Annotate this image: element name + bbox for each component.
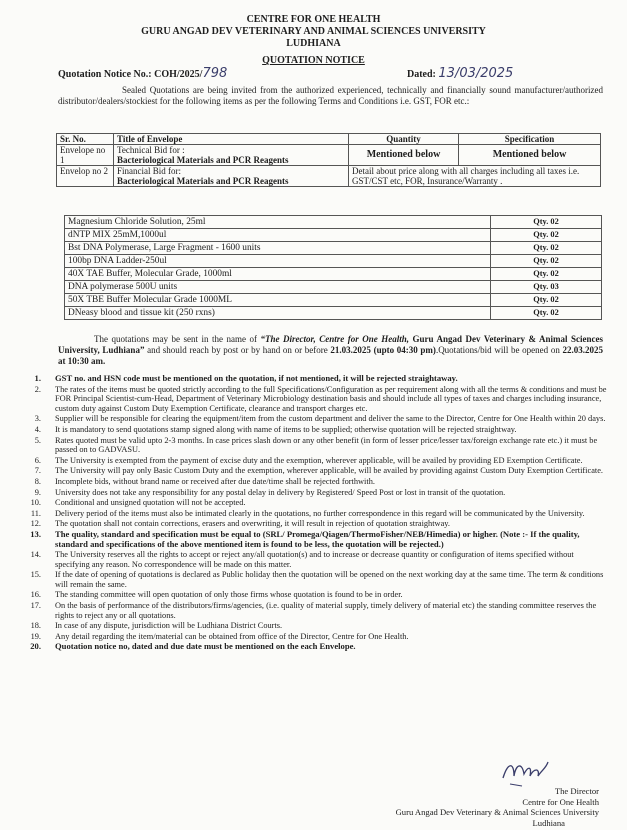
term-item (27, 570, 607, 589)
submission-deadline: 21.03.2025 (upto 04:30 pm) (330, 345, 436, 355)
term-item (27, 488, 607, 498)
submission-addressee: “The Director, Centre for One Health, (260, 334, 413, 344)
term-item (27, 590, 607, 600)
items-table (64, 215, 602, 320)
term-number: 5. (34, 435, 41, 445)
submission-text-2: and should reach by post or by hand on or before (144, 345, 331, 355)
term-number: 2. (34, 384, 41, 394)
notice-date-label: Dated: (407, 69, 436, 80)
term-number: 16. (30, 590, 41, 600)
term-text: Supplier will be responsible for clearing the equipment/item from the custom department and deliver the same to the Director, Centre for One Health within 20 days. (55, 414, 606, 424)
term-number: 15. (30, 570, 41, 580)
term-item (27, 477, 607, 487)
envelope-1-quantity: Mentioned below (349, 145, 459, 166)
envelope-row-1 (57, 145, 601, 166)
term-item (27, 530, 607, 549)
item-qty: Qty. 03 (491, 281, 602, 294)
term-item (27, 414, 607, 424)
item-qty: Qty. 02 (491, 268, 602, 281)
item-name: Bst DNA Polymerase, Large Fragment - 1600 units (65, 242, 491, 255)
term-text: Conditional and unsigned quotation will not be accepted. (55, 498, 246, 508)
item-row (65, 216, 602, 229)
item-name: Magnesium Chloride Solution, 25ml (65, 216, 491, 229)
term-number: 12. (30, 519, 41, 529)
signature-scribble-icon (500, 758, 552, 788)
term-text: Any detail regarding the item/material can be obtained from office of the Director, Centre for One Health. (55, 631, 409, 641)
envelope-1-title-line1: Technical Bid for : (117, 145, 185, 155)
item-qty: Qty. 02 (491, 229, 602, 242)
envelope-row-2 (57, 166, 601, 187)
term-text: Incomplete bids, without brand name or received after due date/time shall be rejected forthwith. (55, 476, 375, 486)
term-text: If the date of opening of quotations is declared as Public holiday then the quotation will be opened on the next working day at the same time. The term & conditions will remain the same. (55, 570, 604, 589)
term-item (27, 509, 607, 519)
page-title: QUOTATION NOTICE (262, 55, 365, 66)
item-row (65, 294, 602, 307)
item-row (65, 242, 602, 255)
item-qty: Qty. 02 (491, 242, 602, 255)
col-specification: Specification (459, 134, 601, 145)
terms-list (27, 374, 607, 653)
term-number: 20. (30, 641, 41, 652)
term-item (27, 498, 607, 508)
term-text: University does not take any responsibility for any postal delay in delivery by Registered/ Speed Post or lost in transit of the quotation. (55, 487, 506, 497)
term-number: 8. (34, 476, 41, 486)
term-number: 18. (30, 621, 41, 631)
col-title: Title of Envelope (114, 134, 349, 145)
signature-university: Guru Angad Dev Veterinary & Animal Sciences University (395, 807, 599, 817)
header-city: LUDHIANA (286, 38, 341, 49)
notice-number-label: Quotation Notice No.: COH/2025/ (58, 69, 203, 80)
term-number: 9. (34, 487, 41, 497)
envelope-table-header (57, 134, 601, 145)
term-number: 10. (30, 498, 41, 508)
item-row (65, 281, 602, 294)
notice-number-row (58, 66, 227, 81)
item-row (65, 268, 602, 281)
term-item (27, 425, 607, 435)
term-number: 14. (30, 550, 41, 560)
term-text: The University will pay only Basic Custom Duty and the exemption, wherever applicable, will be availed by providing against Custom Duty Exemption Certificate. (55, 466, 604, 476)
term-item (27, 456, 607, 466)
term-item (27, 436, 607, 455)
term-number: 7. (34, 466, 41, 476)
envelope-2-detail: Detail about price along with all charges including all taxes i.e. GST/CST etc, FOR, Insurance/Warranty . (349, 166, 601, 187)
term-item (27, 632, 607, 642)
envelope-2-title-line1: Financial Bid for: (117, 166, 181, 176)
term-text: On the basis of performance of the distributors/firms/agencies, (i.e. quality of material supply, timely delivery of material etc) the standing committee reserves the rights to reject any or all quotations. (55, 601, 597, 620)
header-university: GURU ANGAD DEV VETERINARY AND ANIMAL SCIENCES UNIVERSITY (141, 26, 486, 37)
item-name: 100bp DNA Ladder-250ul (65, 255, 491, 268)
envelope-2-title-line2: Bacteriological Materials and PCR Reagents (117, 176, 289, 186)
term-number: 6. (34, 455, 41, 465)
term-text: The rates of the items must be quoted strictly according to the full Specifications/Configuration as per requirement along with all the terms & conditions and must be FOR Principal Scientist-cum-Head, Department of Veterinary Microbiology destination basis and should include all types of taxes and charges including insurance, custom duty against Custom Duty Exemption Certificate, clearance and transport charges etc. (55, 384, 607, 413)
envelope-2-sr: Envelop no 2 (57, 166, 114, 187)
submission-text-1: The quotations may be sent in the name of (94, 334, 261, 344)
submission-opening-date: 22.03.2025 at 10:30 am. (58, 345, 604, 366)
submission-text-3: .Quotations/bid will be opened on (435, 345, 563, 355)
term-text: The University is exempted from the payment of excise duty and the exemption, wherever applicable, will be availed by providing ED Exemption Certificate. (55, 455, 583, 465)
term-number: 11. (30, 508, 41, 518)
term-text: GST no. and HSN code must be mentioned on the quotation, if not mentioned, it will be rejected straightaway. (55, 373, 458, 383)
signature-block (396, 786, 599, 828)
term-item (27, 385, 607, 414)
item-row (65, 307, 602, 320)
envelope-1-sr: Envelope no 1 (57, 145, 114, 166)
envelope-1-specification: Mentioned below (459, 145, 601, 166)
term-text: The University reserves all the rights to accept or reject any/all quotation(s) and to increase or decrease quantity or configuration of items specified without specifying any reason. No correspondence will be made on this matter. (55, 550, 574, 569)
term-item (27, 550, 607, 569)
term-number: 3. (34, 414, 41, 424)
term-item (27, 621, 607, 631)
col-quantity: Quantity (349, 134, 459, 145)
item-row (65, 229, 602, 242)
term-item (27, 374, 607, 384)
item-qty: Qty. 02 (491, 216, 602, 229)
item-row (65, 255, 602, 268)
notice-number-handwritten: 798 (202, 66, 228, 81)
term-text: The standing committee will open quotation of only those firms whose quotation is found to be in order. (55, 590, 403, 600)
term-text: The quality, standard and specification must be equal to (SRL/ Promega/Qiagen/ThermoFisher/NEB/Himedia) or higher. (Note :- If the quality, standard and specifications of the above mentioned item is found to be less, the quotation will be rejected.) (55, 528, 580, 549)
envelope-2-title (114, 166, 349, 187)
term-number: 1. (34, 373, 41, 383)
term-text: Delivery period of the items must also be intimated clearly in the quotations, no further correspondence in this regard will be communicated by the University. (55, 508, 585, 518)
envelope-table (56, 133, 601, 187)
envelope-1-title (114, 145, 349, 166)
term-item (27, 642, 607, 652)
item-qty: Qty. 02 (491, 307, 602, 320)
term-text: Rates quoted must be valid upto 2-3 months. In case prices slash down or any other benefit (in form of lesser price/lesser tax/foreign exchange rate etc.) it must be passed on to GADVASU. (55, 435, 598, 455)
item-name: DNeasy blood and tissue kit (250 rxns) (65, 307, 491, 320)
col-sr-no: Sr. No. (57, 134, 114, 145)
item-qty: Qty. 02 (491, 255, 602, 268)
item-name: 40X TAE Buffer, Molecular Grade, 1000ml (65, 268, 491, 281)
header-centre: CENTRE FOR ONE HEALTH (246, 14, 381, 25)
term-text: In case of any dispute, jurisdiction will be Ludhiana District Courts. (55, 621, 283, 631)
submission-paragraph (58, 334, 603, 367)
term-item (27, 466, 607, 476)
signature-title: The Director (554, 786, 599, 796)
term-number: 17. (30, 601, 41, 611)
term-number: 4. (34, 424, 41, 434)
notice-date-row (407, 66, 513, 81)
notice-date-handwritten: 13/03/2025 (438, 66, 514, 81)
term-item (27, 601, 607, 620)
term-number: 13. (30, 528, 41, 539)
item-name: dNTP MIX 25mM,1000ul (65, 229, 491, 242)
envelope-1-title-line2: Bacteriological Materials and PCR Reagents (117, 155, 289, 165)
item-qty: Qty. 02 (491, 294, 602, 307)
term-item (27, 519, 607, 529)
submission-university: Guru Angad Dev Veterinary & Animal Sciences University, Ludhiana” (58, 334, 603, 355)
item-name: 50X TBE Buffer Molecular Grade 1000ML (65, 294, 491, 307)
term-text: The quotation shall not contain corrections, erasers and overwriting, it will result in rejection of quotation straightway. (55, 519, 450, 529)
signature-centre: Centre for One Health (522, 796, 599, 807)
term-text: It is mandatory to send quotations stamp signed along with name of items to be supplied; otherwise quotation will be rejected straightway. (55, 424, 517, 434)
term-number: 19. (30, 631, 41, 641)
term-text: Quotation notice no, dated and due date must be mentioned on the each Envelope. (55, 641, 356, 652)
signature-city: Ludhiana (532, 817, 565, 828)
item-name: DNA polymerase 500U units (65, 281, 491, 294)
intro-paragraph: Sealed Quotations are being invited from the authorized experienced, technically and financially sound manufacturer/authorized distributor/dealers/stockiest for the following items as per the following Terms and Conditions i.e. GST, FOR etc.: (58, 85, 603, 106)
